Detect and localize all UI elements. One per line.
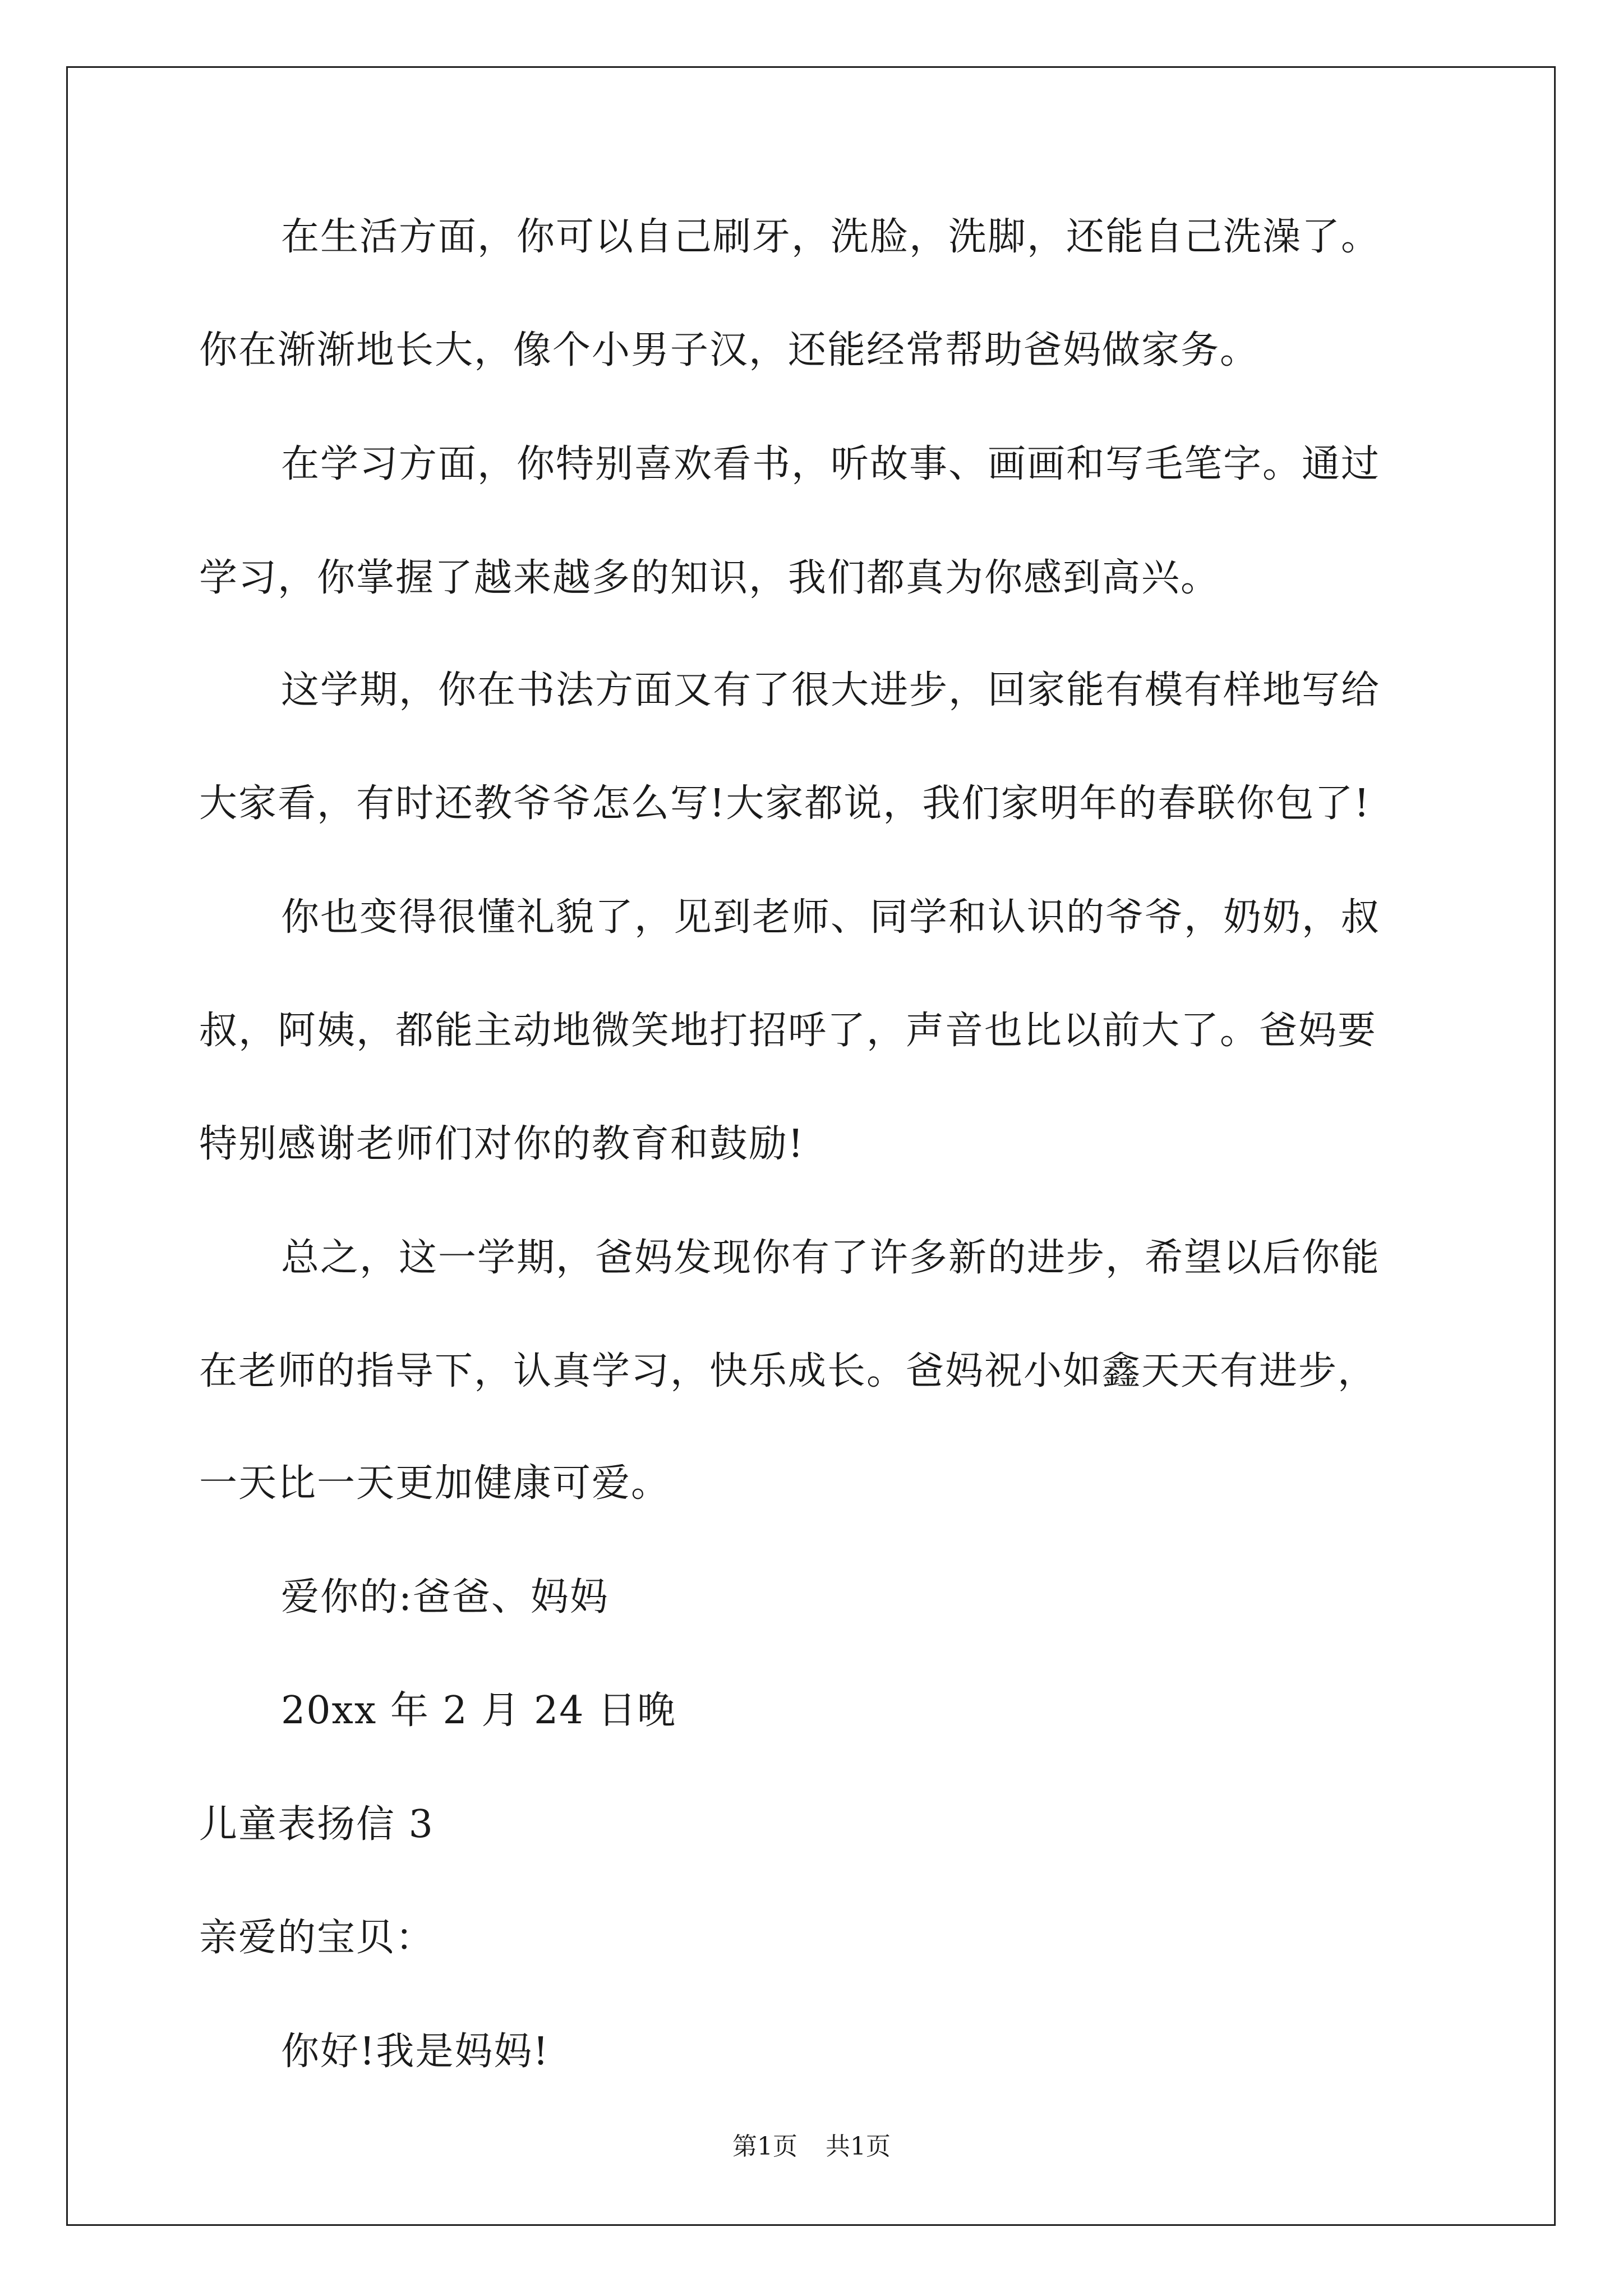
date-line: 20xx 年 2 月 24 日晚 xyxy=(281,1688,677,1733)
paragraph-line: 学习，你掌握了越来越多的知识，我们都真为你感到高兴。 xyxy=(199,556,1220,600)
page-number: 第1页 xyxy=(732,2132,797,2161)
paragraph-line: 你好!我是妈妈! xyxy=(281,2030,550,2074)
paragraph-line: 这学期，你在书法方面又有了很大进步，回家能有模有样地写给 xyxy=(281,668,1381,712)
paragraph-line: 在生活方面，你可以自己刷牙，洗脸，洗脚，还能自己洗澡了。 xyxy=(281,215,1381,259)
paragraph-line: 在学习方面，你特别喜欢看书，听故事、画画和写毛笔字。通过 xyxy=(281,442,1381,486)
section-title: 儿童表扬信 3 xyxy=(199,1802,434,1847)
paragraph-line: 一天比一天更加健康可爱。 xyxy=(199,1461,671,1506)
page-footer xyxy=(0,2126,1623,2162)
paragraph-line: 在老师的指导下，认真学习，快乐成长。爸妈祝小如鑫天天有进步， xyxy=(199,1349,1377,1393)
page-total: 共1页 xyxy=(826,2132,891,2161)
paragraph-line: 总之，这一学期，爸妈发现你有了许多新的进步，希望以后你能 xyxy=(281,1236,1381,1280)
salutation: 亲爱的宝贝： xyxy=(199,1916,435,1960)
paragraph-line: 你也变得很懂礼貌了，见到老师、同学和认识的爷爷，奶奶，叔 xyxy=(281,895,1381,940)
signature-line: 爱你的:爸爸、妈妈 xyxy=(281,1575,609,1619)
paragraph-line: 大家看，有时还教爷爷怎么写!大家都说，我们家明年的春联你包了! xyxy=(199,781,1371,826)
paragraph-line: 你在渐渐地长大，像个小男子汉，还能经常帮助爸妈做家务。 xyxy=(199,328,1260,372)
paragraph-line: 特别感谢老师们对你的教育和鼓励! xyxy=(199,1122,805,1166)
paragraph-line: 叔，阿姨，都能主动地微笑地打招呼了，声音也比以前大了。爸妈要 xyxy=(199,1009,1377,1053)
